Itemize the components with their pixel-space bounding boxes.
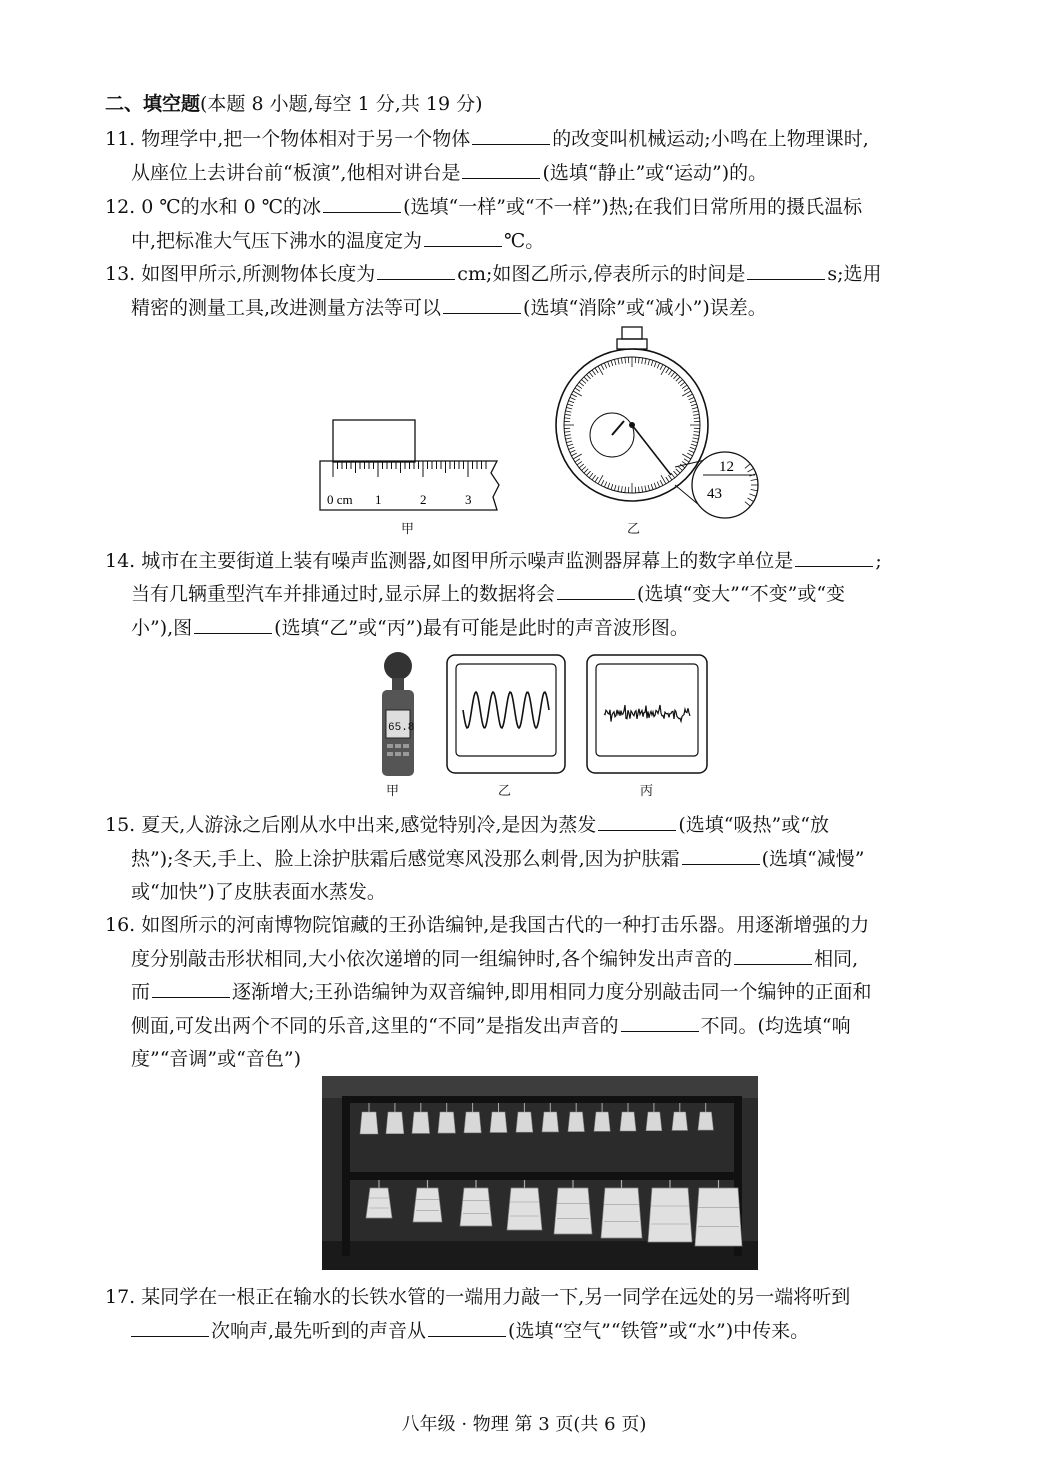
q13-text: cm;如图乙所示,停表所示的时间是 (457, 263, 746, 285)
answer-blank[interactable] (621, 1014, 699, 1032)
dial-tick (577, 461, 582, 465)
dial-tick (595, 368, 598, 373)
q14-text: (选填“乙”或“丙”)最有可能是此时的声音波形图。 (274, 617, 689, 639)
dial-tick (694, 418, 700, 419)
answer-blank[interactable] (795, 549, 873, 567)
dial-tick (638, 487, 639, 493)
bell (490, 1112, 507, 1133)
dial-tick (673, 374, 677, 378)
q14-line2 (131, 582, 845, 606)
q12-text: (选填“一样”或“不一样”)热;在我们日常所用的摄氏温标 (403, 196, 863, 218)
stopwatch-figure (555, 325, 765, 525)
dial-tick (687, 394, 692, 397)
answer-blank[interactable] (152, 980, 230, 998)
q14-text: 14. 城市在主要街道上装有噪声监测器,如图甲所示噪声监测器屏幕上的数字单位是 (105, 550, 794, 572)
dial-tick (595, 477, 598, 482)
dial-tick (666, 477, 669, 482)
dial-tick (618, 358, 619, 364)
lower-rack-beam (342, 1172, 742, 1180)
dial-tick (604, 363, 606, 368)
dial-tick (586, 471, 590, 475)
measured-block (333, 420, 415, 462)
dial-tick (693, 435, 699, 436)
caption-yi: 乙 (627, 522, 641, 537)
dial-tick (625, 487, 626, 493)
bell (648, 1188, 692, 1242)
dial-tick (564, 418, 570, 419)
dial-tick (565, 411, 571, 412)
q17-text: 次响声,最先听到的声音从 (211, 1320, 427, 1342)
bell (695, 1188, 742, 1246)
dial-tick (668, 475, 672, 480)
dial-tick (654, 483, 656, 489)
answer-blank[interactable] (734, 947, 812, 965)
dial-tick (691, 444, 697, 446)
answer-blank[interactable] (747, 262, 825, 280)
q12-text: 中,把标准大气压下沸水的温度定为 (131, 230, 423, 252)
dial-tick (676, 469, 680, 473)
upper-rack-beam (342, 1096, 742, 1103)
dial-tick (660, 480, 663, 485)
dial-tick (601, 480, 604, 485)
q16-text: 而 (131, 981, 151, 1003)
answer-blank[interactable] (424, 229, 502, 247)
dial-tick (625, 357, 626, 363)
dial-tick (577, 385, 582, 389)
dial-tick (645, 358, 646, 364)
bell (568, 1112, 584, 1132)
dial-tick (608, 362, 610, 368)
q16-line1: 16. 如图所示的河南博物院馆藏的王孙诰编钟,是我国古代的一种打击乐器。用逐渐增强的力 (105, 914, 870, 936)
q16-text: 度分别敲击形状相同,大小依次递增的同一组编钟时,各个编钟发出声音的 (131, 948, 733, 970)
q15-line3: 或“加快”)了皮肤表面水蒸发。 (131, 881, 386, 903)
dial-tick (621, 486, 622, 492)
page-footer: 八年级 · 物理 第 3 页(共 6 页) (401, 1414, 647, 1435)
dial-tick (567, 444, 573, 446)
q15-text: 热”);冬天,手上、脸上涂护肤霜后感觉寒风没那么刺骨,因为护肤霜 (131, 848, 680, 870)
sine-waveform (463, 692, 549, 728)
q15-line1 (105, 813, 829, 837)
dial-tick (570, 397, 575, 399)
q16-line3 (131, 980, 871, 1004)
ruler-label-2: 2 (420, 492, 427, 507)
dial-tick (642, 486, 643, 492)
dial-tick (657, 482, 659, 487)
dial-tick (671, 372, 675, 377)
dial-tick (575, 459, 580, 462)
q16-line4 (131, 1014, 851, 1038)
q11-text: (选填“静止”或“运动”)的。 (542, 162, 768, 184)
dial-tick (693, 411, 699, 412)
dial-tick (668, 370, 672, 375)
q14-line1 (105, 549, 882, 573)
dial-tick (592, 370, 596, 375)
q13-text: (选填“消除”或“减小”)误差。 (523, 297, 767, 319)
dial-tick (691, 404, 697, 406)
q15-text: (选填“吸热”或“放 (678, 814, 829, 836)
meter-display: 65.8 (388, 722, 415, 734)
ruler-figure (315, 415, 505, 515)
bell (516, 1112, 533, 1132)
section-note: (本题 8 小题,每空 1 分,共 19 分) (200, 93, 483, 115)
q14-text: 当有几辆重型汽车并排通过时,显示屏上的数据将会 (131, 583, 556, 605)
section-title: 二、填空题 (105, 93, 201, 115)
q14-text: (选填“变大”“不变”或“变 (637, 583, 846, 605)
dial-tick (581, 466, 585, 470)
answer-blank[interactable] (472, 127, 550, 145)
dial-tick (604, 482, 606, 487)
dial-tick (673, 471, 677, 475)
bell (366, 1188, 392, 1218)
dial-tick (571, 394, 576, 397)
answer-blank[interactable] (598, 813, 676, 831)
dial-tick (608, 483, 610, 489)
dial-tick (692, 441, 698, 443)
bell (464, 1112, 481, 1133)
dial-tick (693, 414, 699, 415)
answer-blank[interactable] (443, 296, 521, 314)
dial-tick (567, 404, 573, 406)
dial-tick (569, 447, 575, 449)
ruler-label-0: 0 cm (327, 492, 353, 507)
stopwatch-crown (622, 327, 642, 339)
noise-meter-figure (378, 648, 418, 778)
answer-blank[interactable] (462, 161, 540, 179)
dial-tick (657, 363, 659, 368)
q14-text: 小”),图 (131, 617, 193, 639)
answer-blank[interactable] (428, 1319, 506, 1337)
q12-line2 (131, 229, 544, 253)
bell (601, 1188, 642, 1238)
dial-tick (645, 486, 646, 492)
dial-tick (584, 377, 588, 381)
dial-tick (581, 379, 585, 383)
answer-blank[interactable] (323, 195, 401, 213)
bianzhong-photo (322, 1076, 758, 1270)
ruler-ticks (333, 461, 486, 477)
q15-text: (选填“减慢” (761, 848, 865, 870)
dial-tick (618, 486, 619, 492)
magnifier-outer-value: 43 (707, 486, 722, 502)
dial-tick (571, 453, 576, 456)
q12-line1 (105, 195, 862, 219)
q16-text: 侧面,可发出两个不同的乐音,这里的“不同”是指发出声音的 (131, 1015, 619, 1037)
dial-tick (678, 466, 682, 470)
bell (620, 1112, 636, 1131)
q13-text: s;选用 (827, 263, 882, 285)
dial-tick (654, 362, 656, 368)
q16-line5: 度”“音调”或“音色”) (131, 1048, 301, 1070)
dial-tick (660, 364, 663, 369)
bell (646, 1112, 662, 1131)
q15-line2 (131, 847, 864, 871)
answer-blank[interactable] (194, 616, 272, 634)
bell (460, 1188, 492, 1226)
dial-tick (642, 358, 643, 364)
q13-text: 精密的测量工具,改进测量方法等可以 (131, 297, 442, 319)
q16-line2 (131, 947, 858, 971)
q17-line1: 17. 某同学在一根正在输水的长铁水管的一端用力敲一下,另一同学在远处的另一端将听到 (105, 1286, 851, 1308)
dial-tick (687, 453, 692, 456)
q13-text: 13. 如图甲所示,所测物体长度为 (105, 263, 376, 285)
dial-tick (565, 435, 571, 436)
dial-tick (666, 368, 669, 373)
ruler-label-3: 3 (465, 492, 472, 507)
dial-tick (579, 382, 584, 386)
answer-blank[interactable] (377, 262, 455, 280)
waveform-bing-figure (586, 654, 708, 774)
dial-tick (682, 385, 687, 389)
dial-tick (694, 431, 700, 432)
dial-tick (638, 357, 639, 363)
dial-tick (614, 485, 616, 491)
noise-waveform (604, 705, 690, 722)
q17-line2 (131, 1319, 809, 1343)
dial-tick (678, 379, 682, 383)
q16-text: 逐渐增大;王孙诰编钟为双音编钟,即用相同力度分别敲击同一个编钟的正面和 (232, 981, 872, 1003)
ruler-label-1: 1 (375, 492, 382, 507)
bell (672, 1112, 688, 1130)
q17-text: (选填“空气”“铁管”或“水”)中传来。 (508, 1320, 810, 1342)
dial-tick (565, 414, 571, 415)
q12-text: ℃。 (504, 230, 545, 252)
dial-tick (684, 388, 689, 391)
dial-tick (651, 360, 653, 366)
q13-line1 (105, 262, 882, 286)
dial-tick (566, 407, 572, 409)
answer-blank[interactable] (557, 582, 635, 600)
dial-tick (676, 377, 680, 381)
dial-tick (589, 372, 593, 377)
bell (594, 1112, 610, 1131)
answer-blank[interactable] (682, 847, 760, 865)
bell (413, 1188, 442, 1222)
dial-tick (692, 407, 698, 409)
dial-tick (566, 441, 572, 443)
dial-tick (690, 401, 696, 403)
bell (507, 1188, 542, 1230)
bell (554, 1188, 592, 1234)
q12-text: 12. 0 ℃的水和 0 ℃的冰 (105, 196, 322, 218)
dial-tick (601, 364, 604, 369)
q15-text: 15. 夏天,人游泳之后刚从水中出来,感觉特别冷,是因为蒸发 (105, 814, 597, 836)
answer-blank[interactable] (131, 1319, 209, 1337)
caption-jia-14: 甲 (386, 784, 400, 799)
bell (542, 1112, 559, 1132)
section-header (105, 92, 483, 116)
bell (412, 1112, 430, 1133)
caption-bing: 丙 (640, 784, 654, 799)
dial-tick (611, 360, 613, 366)
dial-tick (611, 484, 613, 490)
q11-line1 (105, 127, 869, 151)
dial-tick (564, 431, 570, 432)
caption-yi-14: 乙 (498, 784, 512, 799)
bell (438, 1112, 455, 1133)
caption-jia: 甲 (401, 522, 415, 537)
microphone-icon (384, 652, 412, 680)
dial-tick (648, 485, 650, 491)
q11-text: 从座位上去讲台前“板演”,他相对讲台是 (131, 162, 461, 184)
dial-tick (621, 358, 622, 364)
bell (386, 1112, 404, 1134)
dial-tick (689, 450, 694, 452)
minute-hand (612, 421, 624, 435)
dial-tick (565, 438, 571, 439)
bell (360, 1112, 378, 1134)
dial-tick (579, 464, 584, 468)
dial-tick (592, 475, 596, 480)
dial-tick (671, 473, 675, 478)
q14-text: ; (875, 550, 882, 572)
dial-tick (569, 401, 575, 403)
q16-text: 不同。(均选填“响 (700, 1015, 851, 1037)
waveform-yi-figure (446, 654, 566, 774)
dial-tick (584, 469, 588, 473)
dial-tick (680, 382, 685, 386)
dial-tick (570, 450, 575, 452)
dial-tick (689, 397, 694, 399)
dial-tick (589, 473, 593, 478)
bell (698, 1112, 713, 1130)
dial-tick (648, 359, 650, 365)
dial-tick (693, 438, 699, 439)
dial-tick (586, 374, 590, 378)
dial-tick (651, 484, 653, 490)
q11-line2 (131, 161, 767, 185)
q11-text: 的改变叫机械运动;小鸣在上物理课时, (552, 128, 869, 150)
q11-text: 11. 物理学中,把一个物体相对于另一个物体 (105, 128, 471, 150)
dial-tick (684, 459, 689, 462)
q13-line2 (131, 296, 767, 320)
q14-line3 (131, 616, 689, 640)
q16-text: 相同, (814, 948, 859, 970)
second-hand (632, 425, 671, 475)
dial-tick (614, 359, 616, 365)
magnifier-inner-value: 12 (719, 459, 734, 475)
dial-tick (575, 388, 580, 391)
dial-tick (690, 447, 696, 449)
